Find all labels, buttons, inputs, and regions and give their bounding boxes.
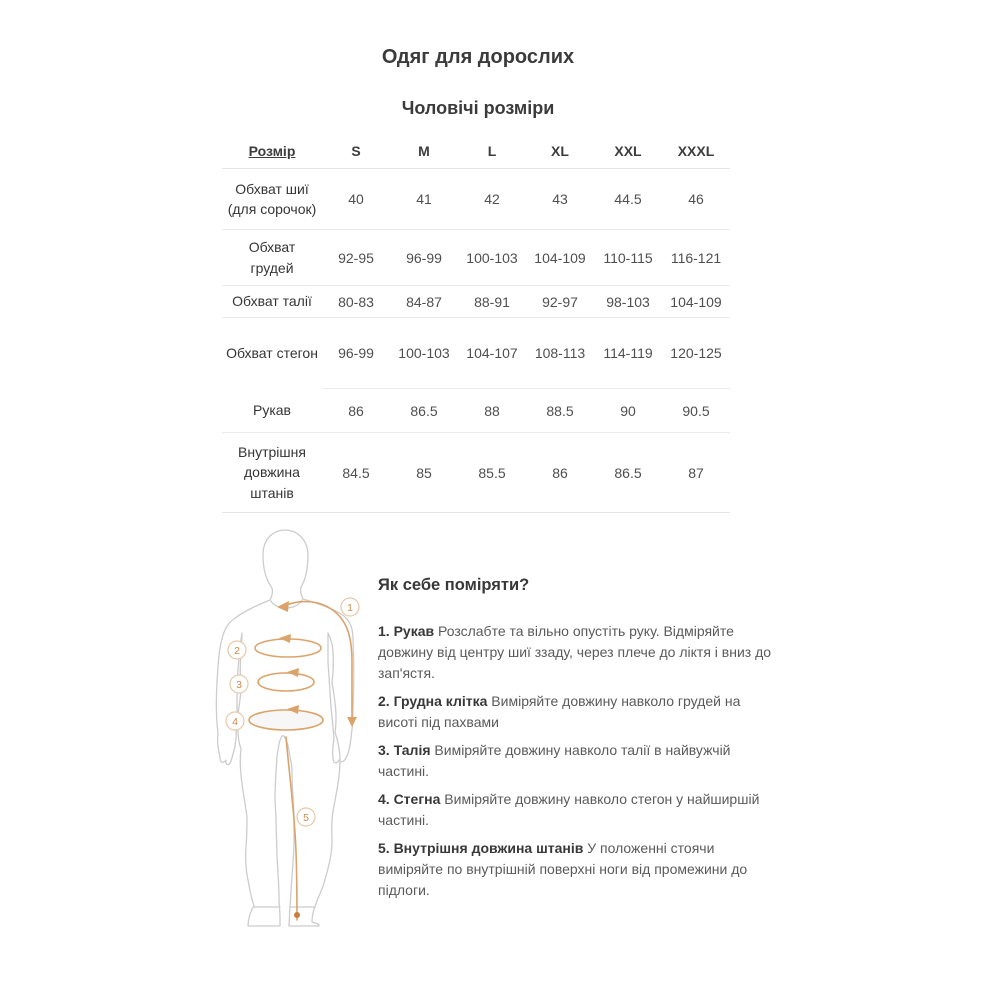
measure-step-term: 2. Грудна клітка (378, 693, 488, 709)
size-table (222, 133, 730, 513)
size-value-cell: 110-115 (594, 230, 662, 286)
size-value-cell: 84-87 (390, 286, 458, 318)
sleeve-measure-line (284, 602, 352, 719)
size-value-cell: 116-121 (662, 230, 730, 286)
row-label: Обхват талії (222, 286, 322, 318)
diagram-marker-2 (228, 641, 246, 659)
size-value-cell: 86 (526, 433, 594, 513)
size-value-cell: 86.5 (594, 433, 662, 513)
size-value-cell: 90 (594, 389, 662, 433)
diagram-marker-4 (226, 712, 244, 730)
size-value-cell: 120-125 (662, 318, 730, 389)
size-value-cell: 104-107 (458, 318, 526, 389)
size-value-cell: 86 (322, 389, 390, 433)
size-value-cell: 41 (390, 169, 458, 230)
size-value-cell: 44.5 (594, 169, 662, 230)
size-value-cell: 88 (458, 389, 526, 433)
measure-step: 3. Талія Виміряйте довжину навколо талії в найвужчій частині. (378, 742, 731, 779)
size-value-cell: 96-99 (322, 318, 390, 389)
svg-text:2: 2 (234, 645, 240, 657)
column-header-xxl: XXL (594, 133, 662, 169)
body-measurement-diagram (200, 527, 370, 937)
size-value-cell: 87 (662, 433, 730, 513)
table-row (222, 389, 730, 433)
size-value-cell: 90.5 (662, 389, 730, 433)
size-value-cell: 43 (526, 169, 594, 230)
size-value-cell: 96-99 (390, 230, 458, 286)
measure-step-term: 3. Талія (378, 742, 431, 758)
measure-guide-heading: Як себе поміряти? (378, 576, 530, 594)
measure-step: 5. Внутрішня довжина штанів У положенні стоячи виміряйте по внутрішній поверхні ноги від промежини до підлоги. (378, 840, 748, 898)
size-value-cell: 98-103 (594, 286, 662, 318)
table-row (222, 318, 730, 389)
size-value-cell: 92-95 (322, 230, 390, 286)
row-label: Внутрішня довжина штанів (222, 433, 322, 513)
size-value-cell: 85.5 (458, 433, 526, 513)
measure-step-term: 5. Внутрішня довжина штанів (378, 840, 584, 856)
column-header-l: L (458, 133, 526, 169)
measure-step-term: 1. Рукав (378, 623, 435, 639)
column-header-xxxl: XXXL (662, 133, 730, 169)
size-value-cell: 108-113 (526, 318, 594, 389)
table-row (222, 286, 730, 318)
column-header-size: Розмір (222, 133, 322, 169)
sleeve-arrow-end (347, 717, 357, 727)
row-label: Обхват стегон (226, 344, 318, 361)
size-value-cell: 100-103 (458, 230, 526, 286)
row-label: Обхват шиї (для сорочок) (222, 169, 322, 230)
row-label: Рукав (222, 389, 322, 433)
size-value-cell: 85 (390, 433, 458, 513)
measure-guide (378, 576, 774, 908)
size-value-cell: 42 (458, 169, 526, 230)
diagram-marker-1 (341, 598, 359, 616)
column-header-m: M (390, 133, 458, 169)
page-title: Одяг для дорослих (381, 46, 575, 68)
sleeve-arrow-start (277, 601, 289, 612)
measure-steps (378, 621, 774, 901)
svg-text:5: 5 (303, 812, 309, 824)
size-value-cell: 114-119 (594, 318, 662, 389)
size-value-cell: 104-109 (662, 286, 730, 318)
svg-text:1: 1 (347, 602, 353, 614)
svg-text:3: 3 (236, 679, 242, 691)
measure-step: 1. Рукав Розслабте та вільно опустіть руку. Відміряйте довжину від центру шиї ззаду, через плече до ліктя і вниз до зап'ястя. (378, 623, 772, 681)
chest-arrow (279, 634, 291, 643)
size-value-cell: 46 (662, 169, 730, 230)
size-value-cell: 92-97 (526, 286, 594, 318)
table-row (222, 433, 730, 513)
inseam-end-dot (294, 912, 300, 918)
measure-step: 4. Стегна Виміряйте довжину навколо стегон у найширшій частині. (378, 791, 760, 828)
table-row (222, 169, 730, 230)
column-header-xl: XL (526, 133, 594, 169)
table-row (222, 230, 730, 286)
size-table-body (222, 169, 730, 513)
svg-text:4: 4 (232, 716, 238, 728)
waist-arrow (287, 668, 299, 677)
size-table-header-row (222, 133, 730, 169)
size-value-cell: 84.5 (322, 433, 390, 513)
size-value-cell: 104-109 (526, 230, 594, 286)
size-value-cell: 88.5 (526, 389, 594, 433)
page-subtitle: Чоловічі розміри (401, 98, 555, 118)
size-value-cell: 100-103 (390, 318, 458, 389)
size-value-cell: 80-83 (322, 286, 390, 318)
measure-step-term: 4. Стегна (378, 791, 441, 807)
diagram-marker-3 (230, 675, 248, 693)
hips-measure-ellipse (249, 710, 323, 730)
waist-measure-ellipse (258, 673, 314, 691)
row-label: Обхват грудей (222, 230, 322, 286)
diagram-marker-5 (297, 808, 315, 826)
size-value-cell: 40 (322, 169, 390, 230)
size-value-cell: 88-91 (458, 286, 526, 318)
measurement-marks (249, 601, 357, 920)
measure-step: 2. Грудна клітка Виміряйте довжину навколо грудей на висоті під пахвами (378, 693, 741, 730)
size-value-cell: 86.5 (390, 389, 458, 433)
column-header-s: S (322, 133, 390, 169)
